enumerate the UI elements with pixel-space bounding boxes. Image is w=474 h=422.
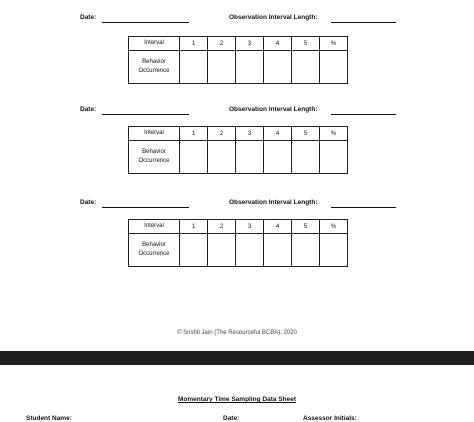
behavior-occurrence-label: Behavior Occurrence: [129, 51, 180, 84]
interval-length-label: Observation Interval Length:: [229, 106, 318, 113]
occurrence-cell-1[interactable]: [180, 234, 208, 267]
header-interval: Interval: [129, 37, 180, 51]
header-1: 1: [180, 127, 208, 141]
interval-length-line: [331, 114, 396, 115]
header-5: 5: [292, 37, 320, 51]
occurrence-cell-percent[interactable]: [320, 234, 348, 267]
behavior-occurrence-row: [129, 51, 348, 84]
occurrence-cell-1[interactable]: [180, 141, 208, 174]
interval-table: [128, 36, 348, 84]
occurrence-cell-5[interactable]: [292, 141, 320, 174]
page-divider: [0, 351, 474, 365]
occurrence-cell-percent[interactable]: [320, 51, 348, 84]
occurrence-cell-4[interactable]: [264, 51, 292, 84]
occurrence-cell-1[interactable]: [180, 51, 208, 84]
date-line: [102, 114, 189, 115]
occurrence-cell-3[interactable]: [236, 141, 264, 174]
behavior-occurrence-label: Behavior Occurrence: [129, 234, 180, 267]
occurrence-cell-4[interactable]: [264, 234, 292, 267]
occurrence-cell-percent[interactable]: [320, 141, 348, 174]
date-label: Date:: [80, 14, 97, 21]
sheet-title: Momentary Time Sampling Data Sheet: [178, 396, 296, 403]
header-5: 5: [292, 127, 320, 141]
header-interval: Interval: [129, 220, 180, 234]
interval-table: [128, 219, 348, 267]
header-2: 2: [208, 127, 236, 141]
occurrence-cell-3[interactable]: [236, 234, 264, 267]
occurrence-cell-4[interactable]: [264, 141, 292, 174]
occurrence-cell-5[interactable]: [292, 51, 320, 84]
header-percent: %: [320, 127, 348, 141]
table-header-row: [129, 127, 348, 141]
header-4: 4: [264, 37, 292, 51]
interval-length-label: Observation Interval Length:: [229, 199, 318, 206]
interval-length-line: [331, 207, 396, 208]
assessor-initials-label: Assessor Initials:: [303, 415, 357, 422]
date-line: [102, 22, 189, 23]
copyright-notice: © Srishti Jain (The Resourceful BCBA), 2020: [177, 330, 297, 336]
header-5: 5: [292, 220, 320, 234]
header-4: 4: [264, 220, 292, 234]
observation-block-1: [0, 14, 474, 104]
student-name-label: Student Name:: [26, 415, 72, 422]
date-label: Date:: [80, 199, 97, 206]
interval-length-label: Observation Interval Length:: [229, 14, 318, 21]
header-1: 1: [180, 220, 208, 234]
header-2: 2: [208, 37, 236, 51]
occurrence-cell-2[interactable]: [208, 51, 236, 84]
table-header-row: [129, 37, 348, 51]
observation-block-3: [0, 199, 474, 289]
header-3: 3: [236, 37, 264, 51]
header-percent: %: [320, 220, 348, 234]
occurrence-cell-5[interactable]: [292, 234, 320, 267]
header-4: 4: [264, 127, 292, 141]
occurrence-cell-2[interactable]: [208, 234, 236, 267]
occurrence-cell-3[interactable]: [236, 51, 264, 84]
date-label: Date:: [80, 106, 97, 113]
header-3: 3: [236, 220, 264, 234]
behavior-occurrence-label: Behavior Occurrence: [129, 141, 180, 174]
interval-length-line: [331, 22, 396, 23]
interval-table: [128, 126, 348, 174]
behavior-occurrence-row: [129, 141, 348, 174]
date-line: [102, 207, 189, 208]
occurrence-cell-2[interactable]: [208, 141, 236, 174]
observation-block-2: [0, 106, 474, 196]
header-3: 3: [236, 127, 264, 141]
header-interval: Interval: [129, 127, 180, 141]
header-1: 1: [180, 37, 208, 51]
header-2: 2: [208, 220, 236, 234]
table-header-row: [129, 220, 348, 234]
behavior-occurrence-row: [129, 234, 348, 267]
next-data-sheet-page: [0, 365, 474, 420]
header-percent: %: [320, 37, 348, 51]
date-label: Date:: [223, 415, 240, 422]
